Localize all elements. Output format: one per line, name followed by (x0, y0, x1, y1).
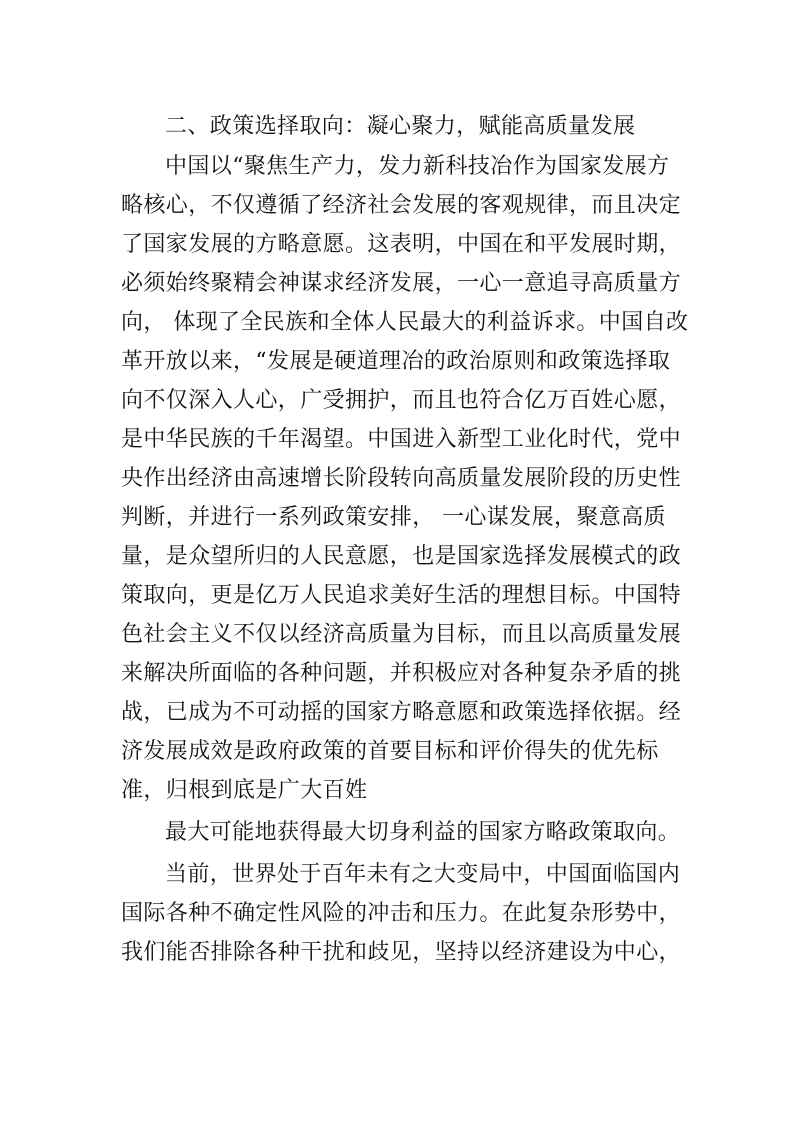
paragraph-line: 我们能否排除各种干扰和歧见，坚持以经济建设为中心， (121, 940, 682, 965)
paragraph-line: 最大可能地获得最大切身利益的国家方略政策取向。 (165, 820, 681, 845)
paragraph-line: 济发展成效是政府政策的首要目标和评价得失的优先标 (121, 739, 659, 764)
paragraph-line: 来解决所面临的各种问题，并积极应对各种复杂矛盾的挑 (121, 661, 682, 686)
paragraph-line: 向不仅深入人心，广受拥护，而且也符合亿万百姓心愿， (121, 388, 682, 413)
paragraph-line: 量，是众望所归的人民意愿，也是国家选择发展模式的政 (121, 544, 682, 569)
paragraph-line: 必须始终聚精会神谋求经济发展，一心一意追寻高质量方 (121, 271, 682, 296)
paragraph-line: 国际各种不确定性风险的冲击和压力。在此复杂形势中， (121, 901, 682, 926)
paragraph-line: 中国以“聚焦生产力，发力新科技冶作为国家发展方 (165, 154, 670, 179)
paragraph-line: 色社会主义不仅以经济高质量为目标，而且以高质量发展 (121, 622, 682, 647)
section-heading: 二、政策选择取向：凝心聚力，赋能高质量发展 (165, 114, 636, 139)
paragraph-line: 革开放以来，“发展是硬道理冶的政治原则和政策选择取 (121, 349, 671, 374)
paragraph-line: 战，已成为不可动摇的国家方略意愿和政策选择依据。经 (121, 700, 682, 725)
paragraph-line: 了国家发展的方略意愿。这表明，中国在和平发展时期， (121, 232, 682, 257)
paragraph-line: 策取向，更是亿万人民追求美好生活的理想目标。中国特 (121, 583, 682, 608)
paragraph-line: 向， 体现了全民族和全体人民最大的利益诉求。中国自改 (121, 310, 689, 335)
paragraph-line: 判断，并进行一系列政策安排， 一心谋发展，聚意高质 (121, 505, 666, 530)
paragraph-line: 准，归根到底是广大百姓 (121, 778, 368, 803)
paragraph-line: 略核心，不仅遵循了经济社会发展的客观规律，而且决定 (121, 193, 682, 218)
paragraph-line: 是中华民族的千年渴望。中国进入新型工业化时代，党中 (121, 427, 682, 452)
paragraph-line: 当前，世界处于百年未有之大变局中，中国面临国内 (165, 862, 681, 887)
paragraph-line: 央作出经济由高速增长阶段转向高质量发展阶段的历史性 (121, 466, 682, 491)
